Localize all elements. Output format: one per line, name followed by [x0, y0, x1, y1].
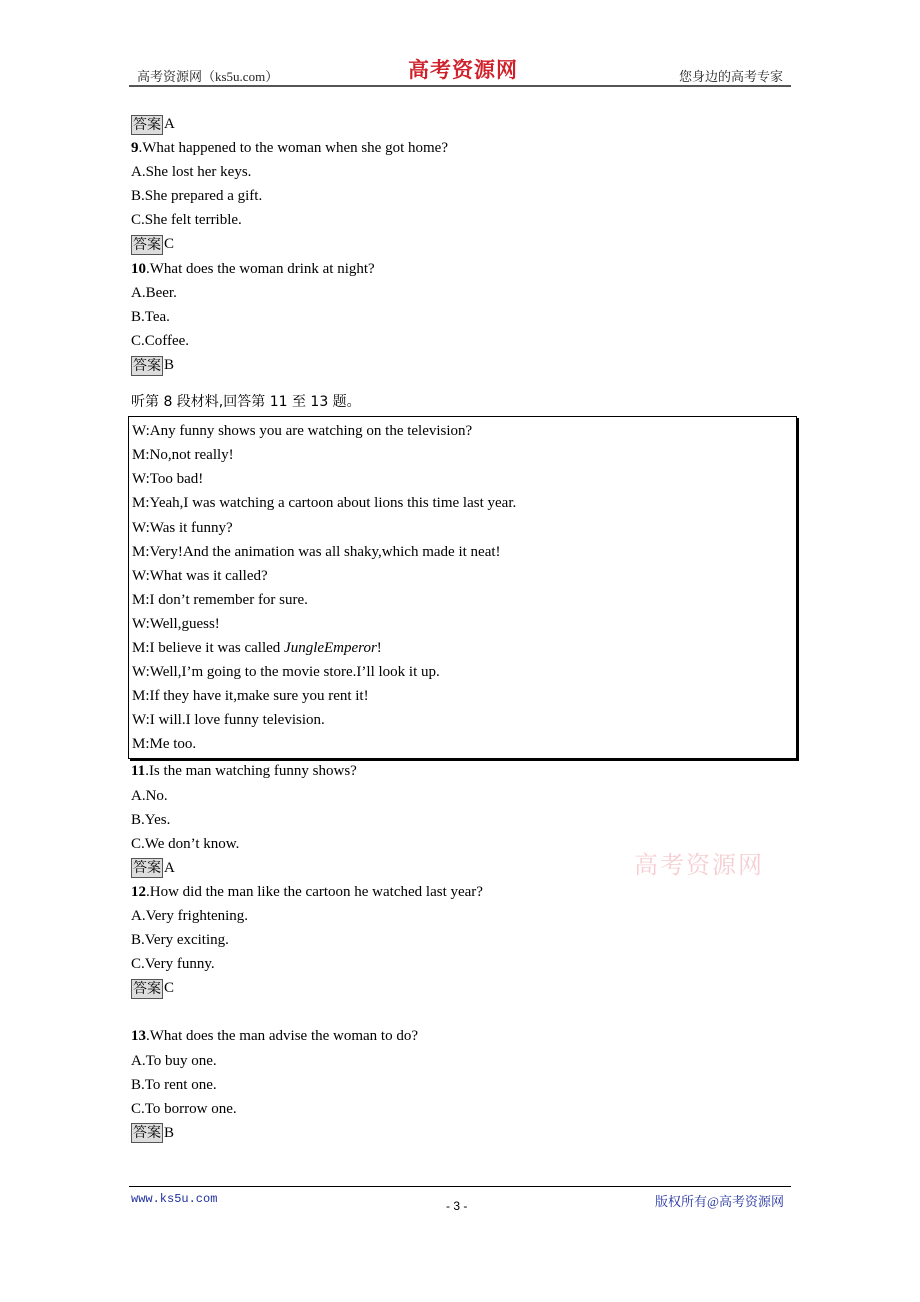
dialogue-text: W:Well,I’m going to the movie store.I’ll look it up.: [132, 664, 440, 681]
dialogue-line: [132, 419, 796, 443]
dialogue-line: [132, 684, 796, 708]
question-line: [131, 1024, 801, 1048]
answer-line: [131, 976, 801, 1000]
dialogue-text: M:I don’t remember for sure.: [132, 591, 308, 608]
question-line: [131, 136, 801, 160]
question-text: .What does the woman drink at night?: [146, 260, 375, 277]
answer-label: 答案: [133, 1125, 161, 1142]
dialogue-line: [132, 491, 796, 515]
question-number: 12: [131, 883, 146, 900]
option-line: C.Coffee.: [131, 332, 190, 349]
answer-label: 答案: [133, 357, 161, 374]
dialogue-box: [128, 416, 797, 759]
header-divider: [129, 85, 791, 87]
dialogue-text: W:Too bad!: [132, 471, 204, 488]
question-text: .What happened to the woman when she got home?: [138, 140, 448, 157]
dialogue-text: W:What was it called?: [132, 567, 268, 584]
answer-line: [131, 1121, 801, 1145]
option-line: C.Very funny.: [131, 956, 215, 973]
question-line: [131, 880, 801, 904]
dialogue-text: W:Well,guess!: [132, 615, 220, 632]
option-line: B.To rent one.: [131, 1076, 217, 1093]
dialogue-title: JungleEmperor: [284, 639, 377, 656]
header-slogan: 您身边的高考专家: [678, 69, 783, 84]
section-heading: 听第 8 段材料,回答第 11 至 13 题。: [131, 394, 361, 411]
answer-value: A: [164, 859, 175, 876]
blank-line: [131, 1000, 801, 1024]
option-line: B.Yes.: [131, 811, 171, 828]
dialogue-line: [132, 660, 796, 684]
header-site-name: 高考资源网（ks5u.com）: [137, 69, 279, 84]
watermark: 高考资源网: [634, 853, 764, 879]
dialogue-text: M:No,not really!: [132, 447, 234, 464]
question-number: 10: [131, 260, 146, 277]
dialogue-text: M:If they have it,make sure you rent it!: [132, 688, 369, 705]
dialogue-line: [132, 564, 796, 588]
option-line: C.We don’t know.: [131, 835, 240, 852]
dialogue-text: W:I will.I love funny television.: [132, 712, 325, 729]
footer-url-link[interactable]: www.ks5u.com: [131, 1192, 218, 1206]
dialogue-text-after: !: [376, 639, 382, 656]
option-line: C.To borrow one.: [131, 1100, 237, 1117]
dialogue-line: [132, 732, 796, 756]
question-line: [131, 257, 801, 281]
answer-value: B: [164, 1124, 175, 1141]
option-line: B.Very exciting.: [131, 932, 229, 949]
option-line: B.She prepared a gift.: [131, 188, 263, 205]
question-number: 9: [131, 140, 139, 157]
dialogue-line: [132, 708, 796, 732]
answer-value: B: [164, 356, 175, 373]
dialogue-text: M:Very!And the animation was all shaky,which made it neat!: [132, 543, 501, 560]
dialogue-text: M:Yeah,I was watching a cartoon about lions this time last year.: [132, 495, 517, 512]
option-line: C.She felt terrible.: [131, 212, 242, 229]
dialogue-text: W:Any funny shows you are watching on the television?: [132, 423, 473, 440]
option-line: A.She lost her keys.: [131, 164, 252, 181]
option-line: A.To buy one.: [131, 1052, 217, 1069]
dialogue-line: [132, 516, 796, 540]
question-text: .How did the man like the cartoon he watched last year?: [146, 883, 483, 900]
question-line: [131, 759, 801, 783]
answer-label: 答案: [133, 860, 161, 877]
dialogue-text: M:I believe it was called: [132, 639, 285, 656]
dialogue-line: [132, 443, 796, 467]
footer-divider: [129, 1186, 791, 1187]
answer-line: [131, 112, 801, 136]
dialogue-line: [132, 467, 796, 491]
dialogue-line: [132, 588, 796, 612]
option-line: B.Tea.: [131, 308, 170, 325]
dialogue-line: [132, 540, 796, 564]
dialogue-line: [132, 636, 796, 660]
option-line: A.Beer.: [131, 284, 177, 301]
document-content: [131, 112, 801, 1145]
dialogue-text: W:Was it funny?: [132, 519, 233, 536]
question-text: .Is the man watching funny shows?: [145, 763, 357, 780]
question-number: 13: [131, 1028, 146, 1045]
answer-value: C: [164, 236, 175, 253]
answer-line: [131, 232, 801, 256]
answer-label: 答案: [133, 237, 161, 254]
answer-line: [131, 353, 801, 377]
page-number: - 3 -: [446, 1199, 468, 1213]
answer-value: C: [164, 980, 175, 997]
question-number: 11: [131, 763, 146, 780]
answer-label: 答案: [133, 980, 161, 997]
header-logo: 高考资源网: [408, 58, 518, 82]
answer-label: 答案: [133, 116, 161, 133]
answer-value: A: [164, 116, 175, 132]
question-text: .What does the man advise the woman to do?: [146, 1028, 419, 1045]
option-line: A.No.: [131, 787, 168, 804]
footer-copyright: 版权所有@高考资源网: [655, 1194, 784, 1209]
dialogue-text: M:Me too.: [132, 736, 197, 753]
option-line: A.Very frightening.: [131, 908, 249, 924]
dialogue-line: [132, 612, 796, 636]
